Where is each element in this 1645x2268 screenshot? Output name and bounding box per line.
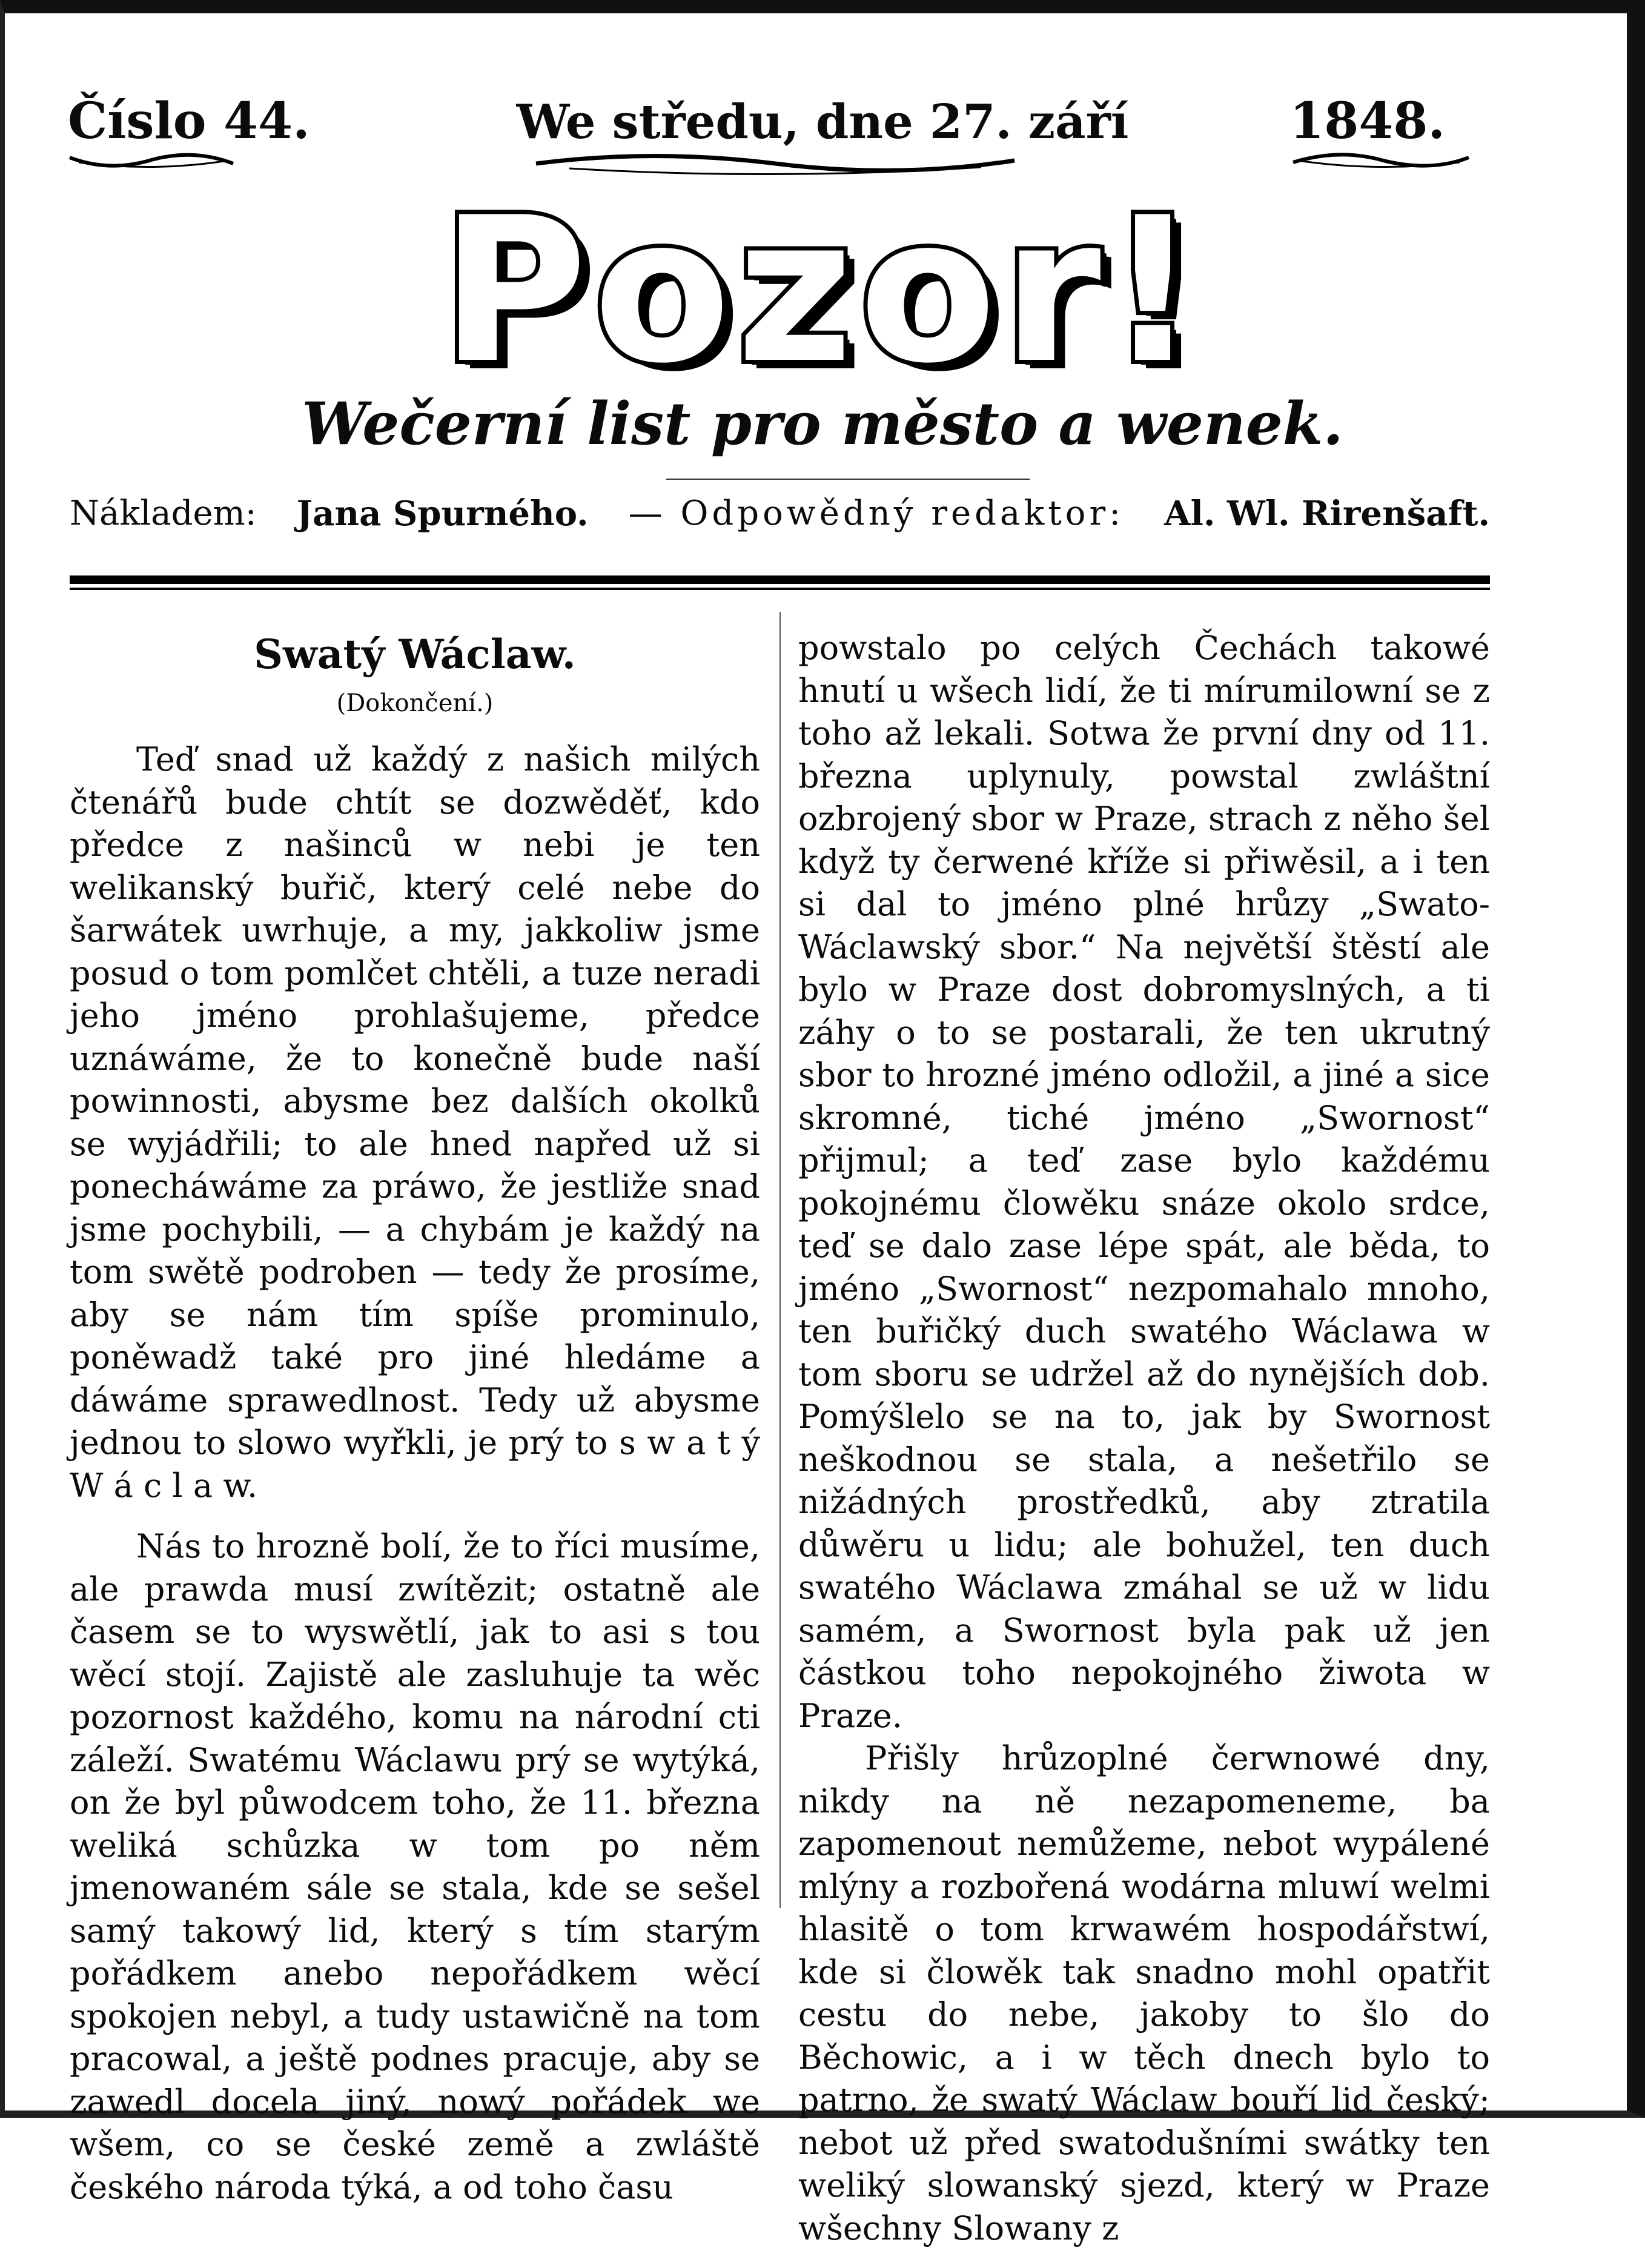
article-paragraph: powstalo po celých Čechách takowé hnutí u wšech lidí, že ti mírumilowní se z toho až lekali. Sotwa že první dny od 11. března uplynuly, powstal zwláštní ozbrojený sbor w Praze, strach z něho šel když ty čerwené kříže si přiwěsil, a i ten si dal to jméno plné hrůzy „Swato-Wáclawský sbor.“ Na největší štěstí ale bylo w Praze dost dobromyslných, a ti záhy o to se postarali, že ten ukrutný sbor to hrozné jméno odložil, a jiné a sice skromné, tiché jméno „Swornost“ přijmul; a teď zase bylo každému pokojnému člowěku snáze okolo srdce, teď se dalo zase lépe spát, ale běda, to jméno „Swornost“ nezpomahalo mnoho, ten buřičký duch swatého Wáclawa w tom sboru se udržel až do nynějších dob. Pomýšlelo se na to, jak by Swornost neškodnou se stala, a nešetřilo se nižádných prostředků, aby ztratila důwěru u lidu; ale bohužel, ten duch swatého Wáclawa zmáhal se už w lidu samém, a Swornost byla pak už jen částkou toho nepokojného žiwota w Praze. (798, 629, 1490, 1735)
issue-number: Číslo 44. (68, 92, 310, 150)
issue-year: 1848. (1289, 92, 1445, 150)
year-swash-ornament (1290, 145, 1472, 176)
issue-date: We středu, dne 27. září (516, 94, 1129, 150)
issue-swash-ornament (67, 145, 236, 176)
article-paragraph: Nás to hrozně bolí, že to říci musíme, ale prawda musí zwítězit; ostatně ale časem se to wyswětlí, jak to asi s tou wěcí stojí. Zajistě ale zasluhuje ta wěc pozornost každého, komu na národní cti záleží. Swatému Wáclawu prý se wytýká, on že byl půwodcem toho, že 11. března weliká schůzka w tom po něm jmenowaném sále se stala, kde se sešel samý takowý lid, který s tím starým pořádkem anebo nepořádkem wěcí spokojen nebyl, a tudy ustawičně na tom pracowal, a ještě podnes pracuje, aby se zawedl docela jiný, nowý pořádek we wšem, co se české země a zwláště českého národa týká, a od toho času (70, 1527, 760, 2206)
masthead-rule-thick (70, 575, 1490, 584)
subtitle-rule (666, 479, 1030, 480)
editor-name: Al. Wl. Rirenšaft. (1164, 494, 1490, 534)
publisher-label: Nákladem: (70, 494, 257, 533)
masthead-rule-thin (70, 588, 1490, 590)
article-paragraph: Přišly hrůzoplné čerwnowé dny, nikdy na ně nezapomeneme, ba zapomenout nemůžeme, nebot wypálené mlýny a rozbořená wodárna mluwí welmi hlasitě o tom krwawém hospodářstwí, kde si člowěk tak snadno mohl opatřit cestu do nebe, jakoby to šlo do Běchowic, a i w těch dnech bylo to patrno, že swatý Wáclaw bouří lid český; nebot už před swatodušními swátky ten weliký slowanský sjezd, který w Praze wšechny Slowany z (798, 1739, 1490, 2247)
newspaper-subtitle: Wečerní list pro město a wenek. (302, 390, 1343, 458)
column-left (70, 627, 760, 2227)
imprint-line (70, 489, 1490, 538)
publisher-name: Jana Spurného. (296, 494, 589, 534)
article-subtitle: (Dokončení.) (336, 689, 494, 717)
article-title: Swatý Wáclaw. (254, 631, 576, 678)
column-divider (779, 612, 781, 1908)
newspaper-title: Pozor! (440, 174, 1205, 407)
article-paragraph: Teď snad už každý z našich milých čtenářů bude chtít se dozwěděť, kdo předce z našinců w nebi je ten welikanský buřič, který celé nebe do šarwátek uwrhuje, a my, jakkoliw jsme posud o tom pomlčet chtěli, a tuze neradi jeho jméno prohlašujeme, předce uznáwáme, že to konečně bude naší powinnosti, abysme bez dalších okolků se wyjádřili; to ale hned napřed už si ponecháwáme za práwo, že jestliže snad jsme pochybili, — a chybám je každý na tom swětě podroben — tedy že prosíme, aby se nám tím spíše prominulo, poněwadž také pro jiné hledáme a dáwáme sprawedlnost. Tedy už abysme jednou to slowo wyřkli, je prý to s w a t ý W á c l a w. (70, 740, 760, 1505)
editor-label: — Odpowědný redaktor: (628, 494, 1125, 533)
column-right (798, 627, 1490, 2268)
